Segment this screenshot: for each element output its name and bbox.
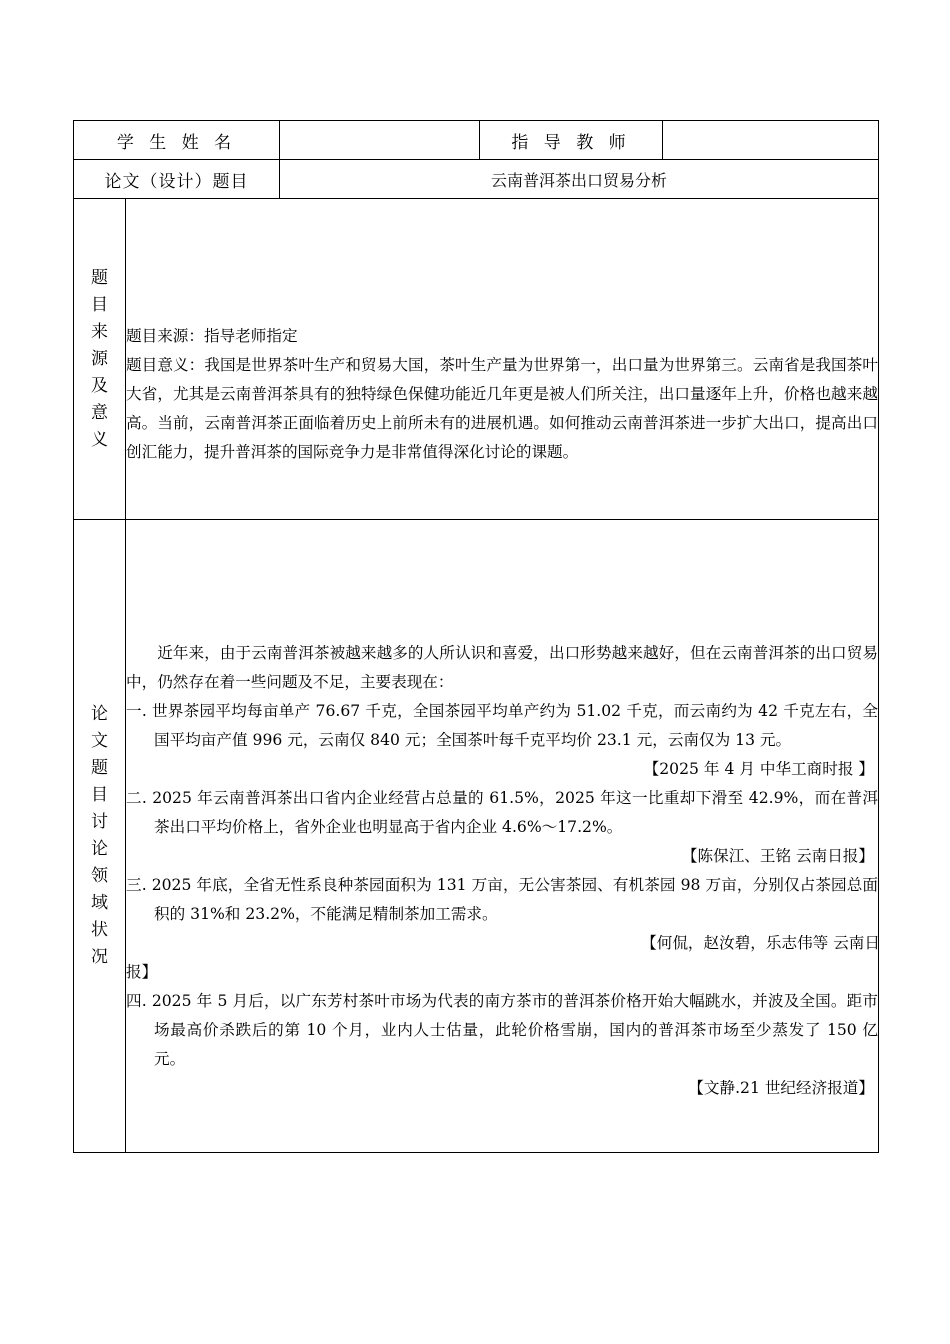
thesis-title-value: 云南普洱茶出口贸易分析 <box>280 160 879 199</box>
student-name-label: 学 生 姓 名 <box>74 121 280 160</box>
citation-4: 【文静.21 世纪经济报道】 <box>688 1079 874 1097</box>
thesis-title-row <box>74 160 879 199</box>
citation-3: 【何侃，赵汝碧，乐志伟等 云南日 <box>641 934 880 952</box>
label-char: 领 <box>91 866 108 886</box>
citation-1: 【2025 年 4 月 中华工商时报 】 <box>643 760 874 778</box>
label-char: 目 <box>91 785 108 805</box>
label-char: 及 <box>91 375 108 396</box>
label-char: 况 <box>91 947 108 967</box>
research-item-2: 二. 2025 年云南普洱茶出口省内企业经营占总量的 61.5%，2025 年这一比重却下滑至 42.9%，而在普洱茶出口平均价格上，省外企业也明显高于省内企业 4.6%～17.2%。 <box>126 789 878 836</box>
proposal-form-table <box>73 120 879 1153</box>
label-char: 讨 <box>91 812 108 832</box>
label-char: 来 <box>91 321 108 342</box>
research-status-section <box>74 520 879 1153</box>
advisor-label: 指 导 教 师 <box>480 121 663 160</box>
citation-2: 【陈保江、王铭 云南日报】 <box>681 847 874 865</box>
label-char: 题 <box>91 267 108 288</box>
research-intro: 近年来，由于云南普洱茶被越来越多的人所认识和喜爱，出口形势越来越好，但在云南普洱茶的出口贸易中，仍然存在着一些问题及不足，主要表现在： <box>126 644 878 691</box>
label-char: 源 <box>91 348 108 369</box>
research-item-4: 四. 2025 年 5 月后，以广东芳村茶叶市场为代表的南方茶市的普洱茶价格开始大幅跳水，并波及全国。距市场最高价杀跌后的第 10 个月，业内人士估量，此轮价格雪崩，国内的普洱茶市场至少蒸发了 150 亿元。 <box>126 992 878 1068</box>
topic-source-section <box>74 199 879 520</box>
student-name-field[interactable] <box>280 121 480 160</box>
student-advisor-row <box>74 121 879 160</box>
label-char: 目 <box>91 294 108 315</box>
topic-significance-text: 题目意义：我国是世界茶叶生产和贸易大国，茶叶生产量为世界第一，出口量为世界第三。云南省是我国茶叶大省，尤其是云南普洱茶具有的独特绿色保健功能近几年更是被人们所关注，出口量逐年上升，价格也越来越高。当前，云南普洱茶正面临着历史上前所未有的进展机遇。如何推动云南普洱茶进一步扩大出口，提高出口创汇能力，提升普洱茶的国际竞争力是非常值得深化讨论的课题。 <box>126 355 878 461</box>
research-status-label <box>74 520 126 1153</box>
label-char: 题 <box>91 758 108 778</box>
research-item-1: 一. 世界茶园平均每亩单产 76.67 千克，全国茶园平均单产约为 51.02 千克，而云南约为 42 千克左右，全国平均亩产值 996 元，云南仅 840 元；全国茶叶每千克平均价 23.1 元，云南仅为 13 元。 <box>126 702 878 749</box>
topic-source-line: 题目来源：指导老师指定 <box>126 326 298 345</box>
thesis-title-label: 论文（设计）题目 <box>74 160 280 199</box>
label-char: 论 <box>91 839 108 859</box>
label-char: 论 <box>91 704 108 724</box>
label-char: 域 <box>91 893 108 913</box>
label-char: 状 <box>91 920 108 940</box>
label-char: 文 <box>91 731 108 751</box>
topic-source-content <box>126 199 879 520</box>
label-char: 义 <box>91 429 108 450</box>
research-item-3: 三. 2025 年底，全省无性系良种茶园面积为 131 万亩，无公害茶园、有机茶园 98 万亩，分别仅占茶园总面积的 31%和 23.2%，不能满足精制茶加工需求。 <box>126 876 878 923</box>
topic-source-label <box>74 199 126 520</box>
label-char: 意 <box>91 402 108 423</box>
advisor-field[interactable] <box>663 121 879 160</box>
citation-3-continued: 报】 <box>126 963 158 981</box>
research-status-content <box>126 520 879 1153</box>
